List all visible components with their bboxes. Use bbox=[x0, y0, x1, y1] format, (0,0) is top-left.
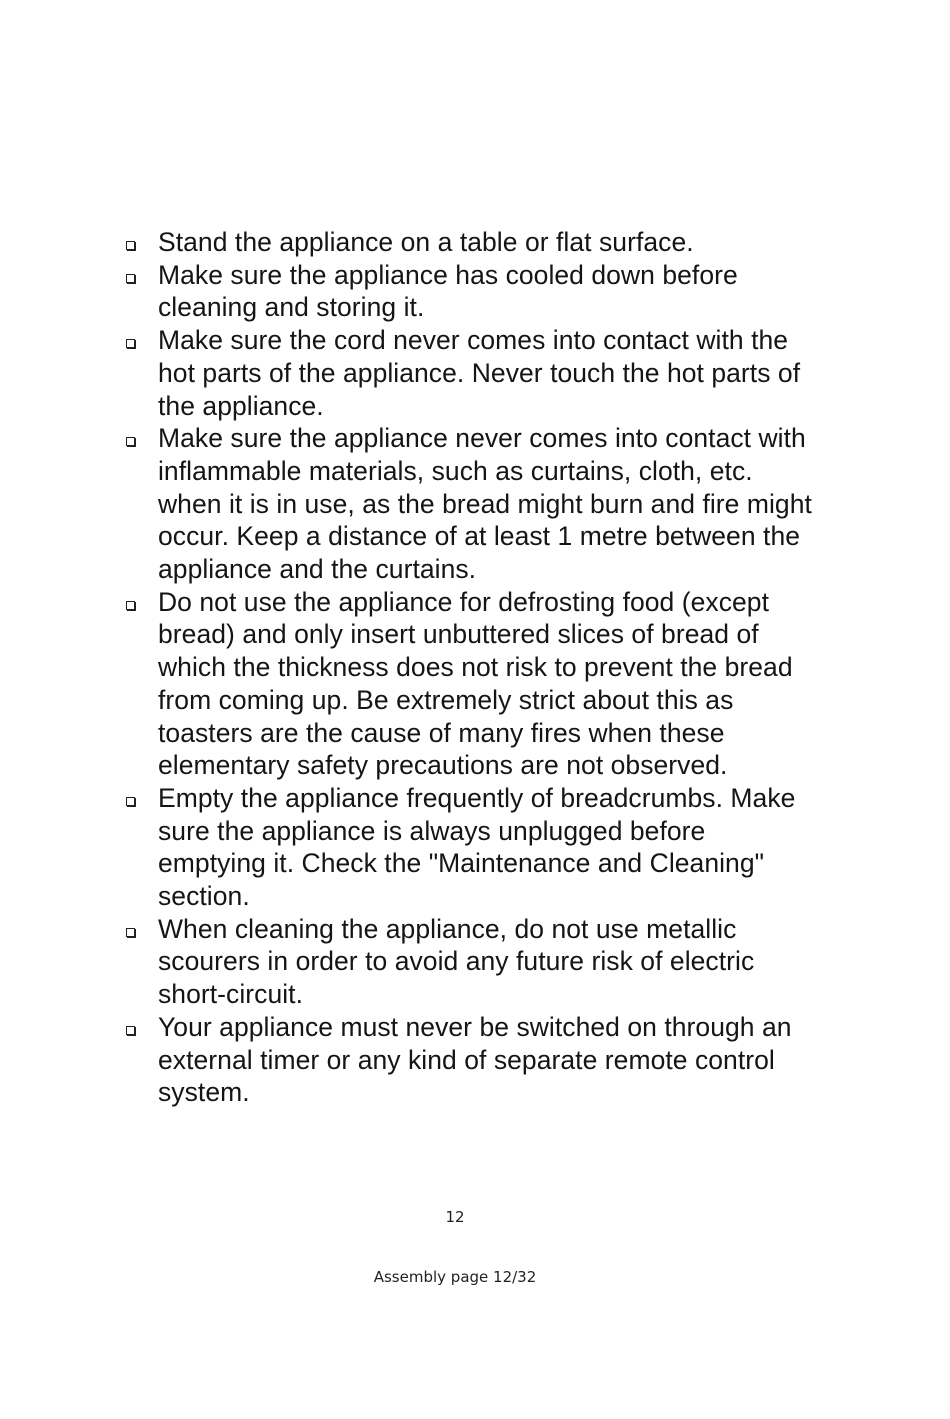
safety-instructions-list bbox=[120, 226, 820, 1109]
checkbox-icon bbox=[126, 339, 135, 348]
list-item bbox=[120, 422, 820, 586]
list-item bbox=[120, 259, 820, 324]
assembly-page-footer: Assembly page 12/32 bbox=[373, 1268, 537, 1286]
list-item bbox=[120, 913, 820, 1011]
list-item-text: Make sure the cord never comes into contact with the hot parts of the appliance. Never touch the hot parts of the appliance. bbox=[158, 325, 801, 421]
list-item-text: Do not use the appliance for defrosting food (except bread) and only insert unbuttered slices of bread of which the thickness does not risk to prevent the bread from coming up. Be extremely strict about this as toasters are the cause of many fires when these elementary safety precautions are not observed. bbox=[158, 586, 793, 781]
list-item bbox=[120, 324, 820, 422]
list-item bbox=[120, 226, 820, 259]
list-item-text: Stand the appliance on a table or flat surface. bbox=[158, 227, 694, 257]
checkbox-icon bbox=[126, 797, 135, 806]
list-item bbox=[120, 782, 820, 913]
list-item-text: Make sure the appliance never comes into contact with inflammable materials, such as curtains, cloth, etc. when it is in use, as the bread might burn and fire might occur. Keep a distance of at least 1 metre between the appliance and the curtains. bbox=[158, 423, 812, 585]
checkbox-icon bbox=[126, 437, 135, 446]
list-item-text: Empty the appliance frequently of breadcrumbs. Make sure the appliance is always unplugged before emptying it. Check the "Maintenance and Cleaning" section. bbox=[158, 782, 796, 912]
checkbox-icon bbox=[126, 274, 135, 283]
list-item-text: When cleaning the appliance, do not use metallic scourers in order to avoid any future risk of electric short-circuit. bbox=[158, 913, 755, 1010]
checkbox-icon bbox=[126, 241, 135, 250]
list-item bbox=[120, 586, 820, 782]
list-item-text: Make sure the appliance has cooled down before cleaning and storing it. bbox=[158, 259, 738, 323]
checkbox-icon bbox=[126, 928, 135, 937]
page-number: 12 bbox=[445, 1208, 465, 1226]
list-item-text: Your appliance must never be switched on through an external timer or any kind of separate remote control system. bbox=[158, 1011, 792, 1108]
list-item bbox=[120, 1011, 820, 1109]
checkbox-icon bbox=[126, 601, 135, 610]
checkbox-icon bbox=[126, 1026, 135, 1035]
